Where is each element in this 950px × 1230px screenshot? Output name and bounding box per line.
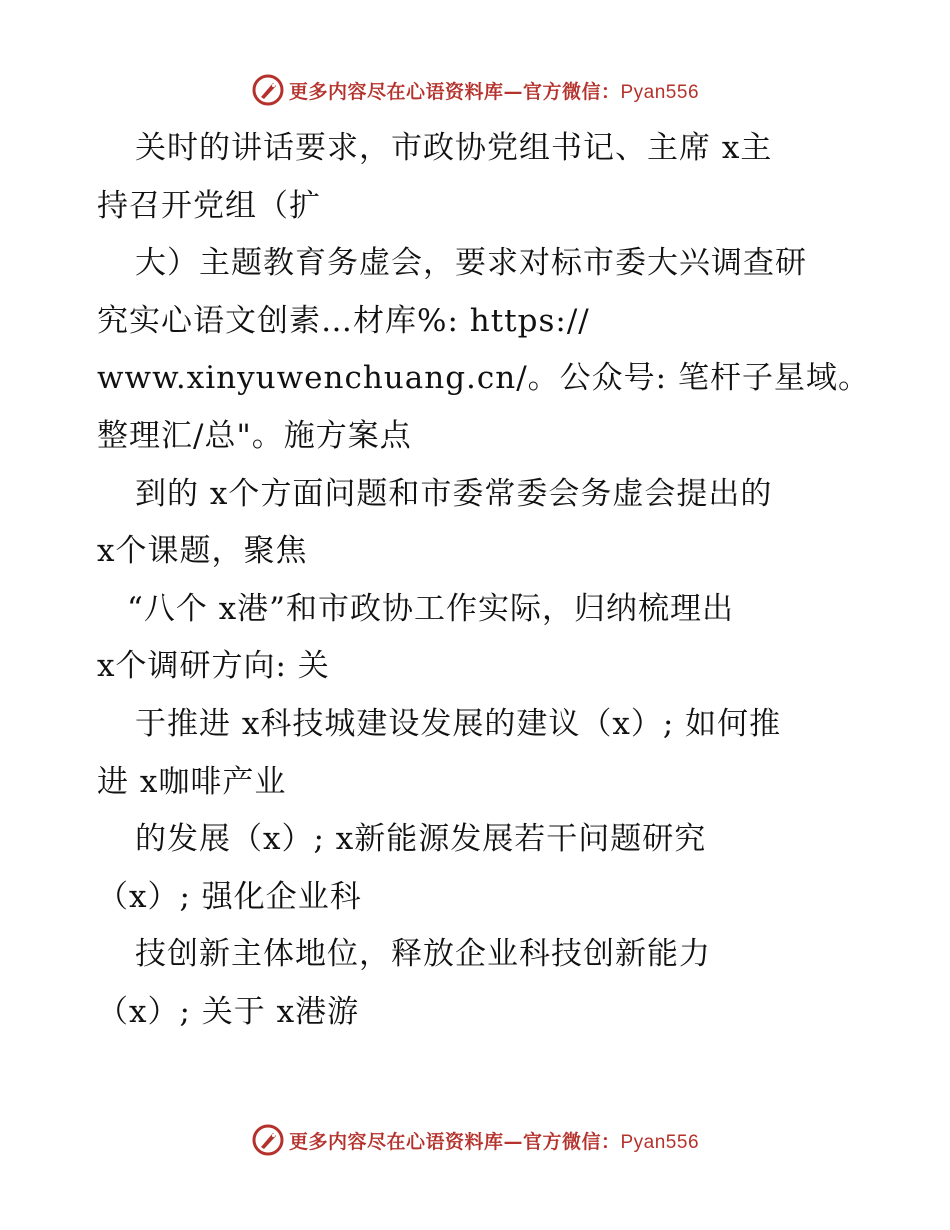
document-body: [97, 120, 870, 1042]
text-line: 大）主题教育务虚会，要求对标市委大兴调查研: [135, 245, 807, 282]
text-line: 究实心语文创素…材库%: https://: [97, 302, 590, 339]
text-line: 技创新主体地位，释放企业科技创新能力: [135, 936, 711, 973]
text-line: 的发展（x）; x新能源发展若干问题研究: [135, 821, 707, 858]
banner-handle: Pyan556: [620, 81, 700, 103]
text-line: （x）; 关于 x港游: [97, 993, 360, 1030]
banner-handle: Pyan556: [620, 1131, 700, 1153]
banner-site-name: 更多内容尽在心语资料库: [288, 80, 504, 103]
text-line: 进 x咖啡产业: [97, 763, 287, 800]
text-line: x个调研方向: 关: [97, 648, 330, 685]
banner-text: [289, 1127, 699, 1154]
banner-separator: —: [503, 1130, 523, 1153]
banner-official-label: 官方微信：: [522, 1130, 621, 1153]
footer-watermark-banner: [0, 1120, 950, 1160]
text-line: （x）; 强化企业科: [97, 878, 362, 915]
text-line: 整理汇/总"。施方案点: [97, 417, 412, 454]
banner-site-name: 更多内容尽在心语资料库: [288, 1130, 504, 1153]
text-line: www.xinyuwenchuang.cn/。公众号: 笔杆子星域。: [97, 360, 870, 397]
text-line: 持召开党组（扩: [97, 187, 321, 224]
banner-separator: —: [503, 80, 523, 103]
text-line: 到的 x个方面问题和市委常委会务虚会提出的: [135, 475, 773, 512]
text-line: “八个 x港”和市政协工作实际，归纳梳理出: [127, 590, 735, 627]
header-watermark-banner: [0, 70, 950, 110]
text-line: x个课题，聚焦: [97, 533, 308, 570]
banner-official-label: 官方微信：: [522, 80, 621, 103]
pen-nib-logo-icon: [251, 1123, 285, 1157]
text-line: 关时的讲话要求，市政协党组书记、主席 x主: [135, 130, 773, 166]
text-line: 于推进 x科技城建设发展的建议（x）; 如何推: [135, 705, 782, 742]
banner-text: [289, 77, 699, 104]
pen-nib-logo-icon: [251, 73, 285, 107]
